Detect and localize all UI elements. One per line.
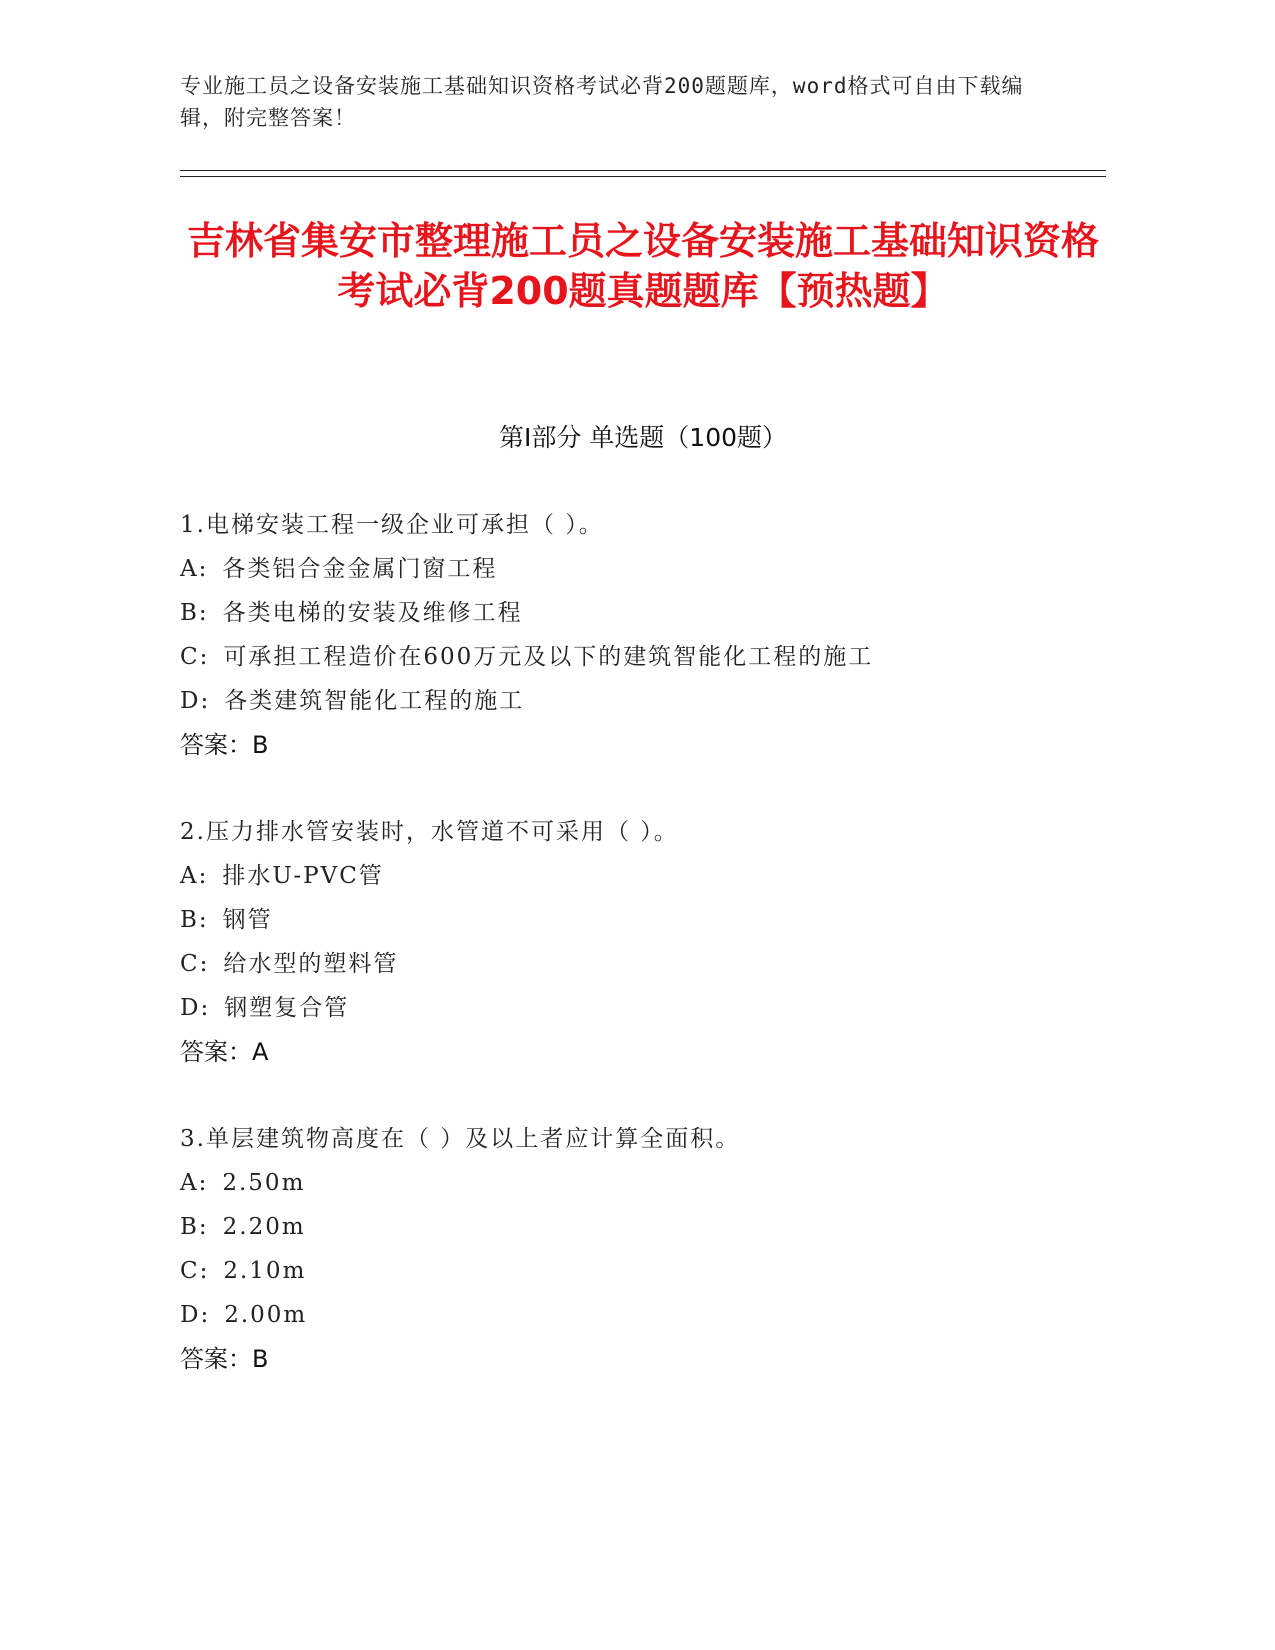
option-b	[180, 900, 1080, 944]
option-text: 各类建筑智能化工程的施工	[224, 688, 525, 714]
header-note: 专业施工员之设备安装施工基础知识资格考试必背200题题库，word格式可自由下载编辑，附完整答案！	[180, 74, 1024, 130]
option-letter: A:	[180, 556, 209, 582]
option-text: 给水型的塑料管	[223, 951, 399, 977]
answer-line: 答案：B	[180, 1345, 269, 1373]
answer-line: 答案：A	[180, 1038, 269, 1066]
question-stem: 3.单层建筑物高度在（ ）及以上者应计算全面积。	[180, 1126, 741, 1152]
option-text: 2.20m	[222, 1214, 306, 1240]
option-letter: B:	[180, 907, 209, 933]
question-1	[180, 505, 1080, 769]
option-d	[180, 988, 1080, 1032]
option-text: 钢管	[222, 907, 273, 933]
option-letter: B:	[180, 1214, 209, 1240]
option-letter: A:	[180, 863, 209, 889]
question-stem: 1.电梯安装工程一级企业可承担（ ）。	[180, 512, 604, 538]
option-a	[180, 549, 1080, 593]
option-text: 2.50m	[222, 1170, 306, 1196]
option-c	[180, 1251, 1080, 1295]
option-text: 可承担工程造价在600万元及以下的建筑智能化工程的施工	[223, 644, 874, 670]
option-letter: C:	[180, 1258, 210, 1284]
option-letter: D:	[180, 1302, 211, 1328]
option-c	[180, 944, 1080, 988]
option-d	[180, 681, 1080, 725]
option-letter: D:	[180, 995, 211, 1021]
option-b	[180, 1207, 1080, 1251]
header-divider-bottom	[180, 176, 1106, 177]
document-title: 吉林省集安市整理施工员之设备安装施工基础知识资格考试必背200题真题题库【预热题】	[186, 219, 1099, 313]
option-d	[180, 1295, 1080, 1339]
answer-line: 答案：B	[180, 731, 269, 759]
option-text: 钢塑复合管	[224, 995, 350, 1021]
question-stem: 2.压力排水管安装时，水管道不可采用（ ）。	[180, 819, 679, 845]
option-a	[180, 1163, 1080, 1207]
question-2	[180, 812, 1080, 1076]
option-text: 各类铝合金金属门窗工程	[222, 556, 498, 582]
option-text: 2.10m	[223, 1258, 307, 1284]
option-c	[180, 637, 1080, 681]
option-letter: B:	[180, 600, 209, 626]
option-letter: C:	[180, 644, 210, 670]
option-letter: C:	[180, 951, 210, 977]
option-text: 各类电梯的安装及维修工程	[222, 600, 523, 626]
question-list	[180, 505, 1080, 1426]
option-b	[180, 593, 1080, 637]
option-text: 排水U-PVC管	[222, 863, 384, 889]
option-letter: D:	[180, 688, 211, 714]
section-heading: 第I部分 单选题（100题）	[498, 423, 788, 452]
option-a	[180, 856, 1080, 900]
option-letter: A:	[180, 1170, 209, 1196]
header-divider-top	[180, 170, 1106, 171]
option-text: 2.00m	[224, 1302, 308, 1328]
question-3	[180, 1119, 1080, 1383]
